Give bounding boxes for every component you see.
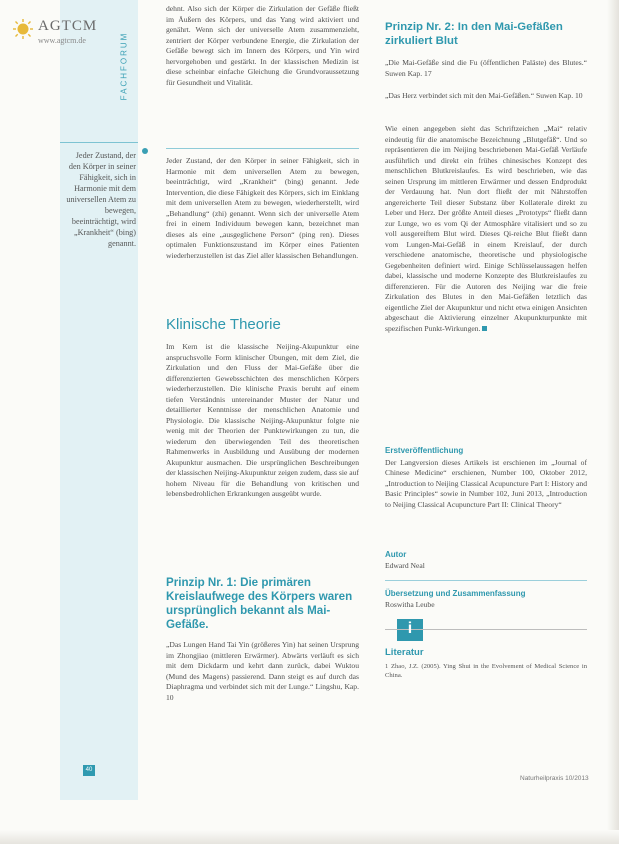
state-paragraph: Jeder Zustand, der den Körper in seiner Fähigkeit, sich in Harmonie mit dem universellen Atem zu bewegen, beeinträchtigt, wird „Krankheit“ (bing) genannt. Jede Intervention, die diese Fähigkeit des Körpers, sich im Einklang mit dem universellen Atem zu bewegen, wiederherstellt, wird „Behandlung“ (zhi) genannt. Wenn sich der universelle Atem frei in einem Individuum bewegen kann, bezeichnet man dieses als eine „ausgeglichene Person“ (ping ren). Dieses optimalen Funktionszustand im Körper eines Patienten wiederherzustellen ist das Ziel aller klassischen Behandlungen. [166,156,359,260]
main-paragraph [385,124,587,438]
column-left [166,4,359,726]
intro-paragraph: dehnt. Also sich der Körper die Zirkulation der Gefäße fließt im Äußern des Körpers, und das Yang wird aktiviert und genährt. Wenn sich der universelle Atem zusammenzieht, zentriert der Körper verbundene Energie, die Zirkulation der Gefäße bewegt sich im Innern des Körpers, und Yin wird hervorgehoben und gestärkt. In der klassischen Medizin ist diese scheinbar einfache Gleichung die Grundvoraussetzung für Gesundheit und Vitalität. [166,4,359,87]
publication-heading: Erstveröffentlichung [385,446,464,455]
clinical-paragraph: Im Kern ist die klassische Neijing-Akupunktur eine anspruchsvolle Form klinischer Übungen, mit dem Ziel, die Zirkulation und den Fluss der Mai-Gefäße über die differenzierten Gewebsschichten des menschlichen Körpers wiederherzustellen. Die klinische Praxis beruht auf einem tiefen Verständnis untereinander Muster der Natur und detaillierter Kenntnisse der menschlichen Anatomie und Physiologie. Die klassische Neijing-Akupunktur folgte nie wenig mit der Theorien der Punktewirkungen zu tun, die wiederum den überwiegenden Teil des theoretischen Rahmenwerks in Ausbildung und Ausübung der modernen Akupunktur ausmachen. Die ursprünglichen Beschreibungen der klassischen Neijing-Akupunktur zeigen zudem, dass sie auf hohem Niveau für die Behandlung von kritischen und lebensbedrohlichen Erkrankungen ausgeübt wurde. [166,342,359,498]
end-mark-icon [482,326,487,331]
info-icon-glyph: i [407,620,413,638]
left-rail [60,0,138,800]
pull-quote: Jeder Zustand, der den Körper in seiner Fähigkeit, sich in Harmonie mit dem universellen Atem zu bewegen, beeinträchtigt, wird „Krankheit“ (bing) genannt. [66,151,136,248]
section-label-text: FACHFORUM [119,31,129,101]
suwen-quote-10: „Das Herz verbindet sich mit den Mai-Gefäßen.“ Suwen Kap. 10 [385,91,583,100]
literature-heading: Literatur [385,646,424,658]
info-icon [397,619,423,641]
column-divider [166,148,359,149]
logo-url: www.agtcm.de [38,36,86,45]
principle-1-heading: Prinzip Nr. 1: Die primären Kreislaufwege des Körpers waren ursprünglich bekannt als Mai-Gefäße. [166,576,353,631]
author-heading: Autor [385,549,407,559]
literature-entry: 1 Zhao, J.Z. (2005). Ying Shui in the Evolvement of Medical Science in China. [385,663,587,679]
translator-name: Roswitha Leube [385,600,435,609]
bullet-dot-icon [142,148,148,154]
principle-2-heading: Prinzip Nr. 2: In den Mai-Gefäßen zirkuliert Blut [385,21,563,47]
page-edge-shadow [607,0,619,844]
page-number: 40 [83,765,95,776]
rail-divider [60,142,138,143]
literature-divider [385,629,587,630]
sun-emblem-icon [12,18,34,40]
main-paragraph-text: Wie einen angegeben sieht das Schriftzeichen „Mai“ relativ eindeutig für die anatomische Bezeichnung „Blutgefäß“. Und so repräsentieren die im Neijing beschriebenen Mai-Gefäß Verläufe ausführlich und direkt ein frühes chinesisches Konzept des menschlichen Blutkreislaufes. Es wird beschrieben, wie das seinen Ursprung im mittleren Erwärmer und dessen Endprodukt der Verdauung hat. Nun dort fließt der mit Nährstoffen angereicherte Teil dieser Substanz über Kollaterale direkt zu Leber und Herz. Der größte Anteil dieses „Prototyps“ fließt dann zur Lunge, wo es vom Qi der Atmosphäre vitalisiert und so zu voll ausgereiftem Blut wird. Dieses Qi-reiche Blut fließt dann vom Lungen-Mai-Gefäß in einem Kreislauf, der durch verschiedene anatomische, theoretische und physiologische Gegebenheiten definiert wird. Einige Schlüsselaussagen helfen dabei, klassische und moderne Konzepte des Blutkreislaufes zu differenzieren. Für die Autoren des Neijing war die freie Zirkulation des Blutes in den Mai-Gefäßen letztlich das eigentliche Ziel der Akupunktur und nicht etwa einigen Ansichten abgeschaut die Aktivierung einzelner Akupunkturpunkte mit spezifischen Punkt-Wirkungen. [385,124,587,333]
author-divider [385,580,587,581]
publication-text: Der Langversion dieses Artikels ist erschienen im „Journal of Chinese Medicine“ erschienen, Number 100, Oktober 2012, „Introduction to Neijing Classical Acupuncture Part I: History and Basic Principles“ sowie in Number 102, Juni 2013, „Introduction to Neijing Classical Acupuncture Part II: Clinical Theory“ [385,457,587,509]
suwen-quote-17: „Die Mai-Gefäße sind die Fu (öffentlichen Paläste) des Blutes.“ Suwen Kap. 17 [385,58,587,78]
column-right [385,20,587,680]
author-name: Edward Neal [385,561,425,570]
footer-journal: Naturheilpraxis 10/2013 [520,775,589,782]
lingshu-quote: „Das Lungen Hand Tai Yin (größeres Yin) hat seinen Ursprung im Zhongjiao (mittleren Erwärmer). Abwärts verläuft es sich mit dem Dickdarm und kehrt dann zurück, dabei Wuktou (Mund des Magens) passierend. Dann steigt es auf durch das Diaphragma und verbindet sich mit der Lunge.“ Lingshu, Kap. 10 [166,640,359,702]
section-label [112,12,136,120]
logo-name: AGTCM [38,18,98,34]
translation-heading: Übersetzung und Zusammenfassung [385,588,526,598]
section-heading-clinical-theory: Klinische Theorie [166,316,281,333]
page-bottom-shadow [0,830,619,844]
